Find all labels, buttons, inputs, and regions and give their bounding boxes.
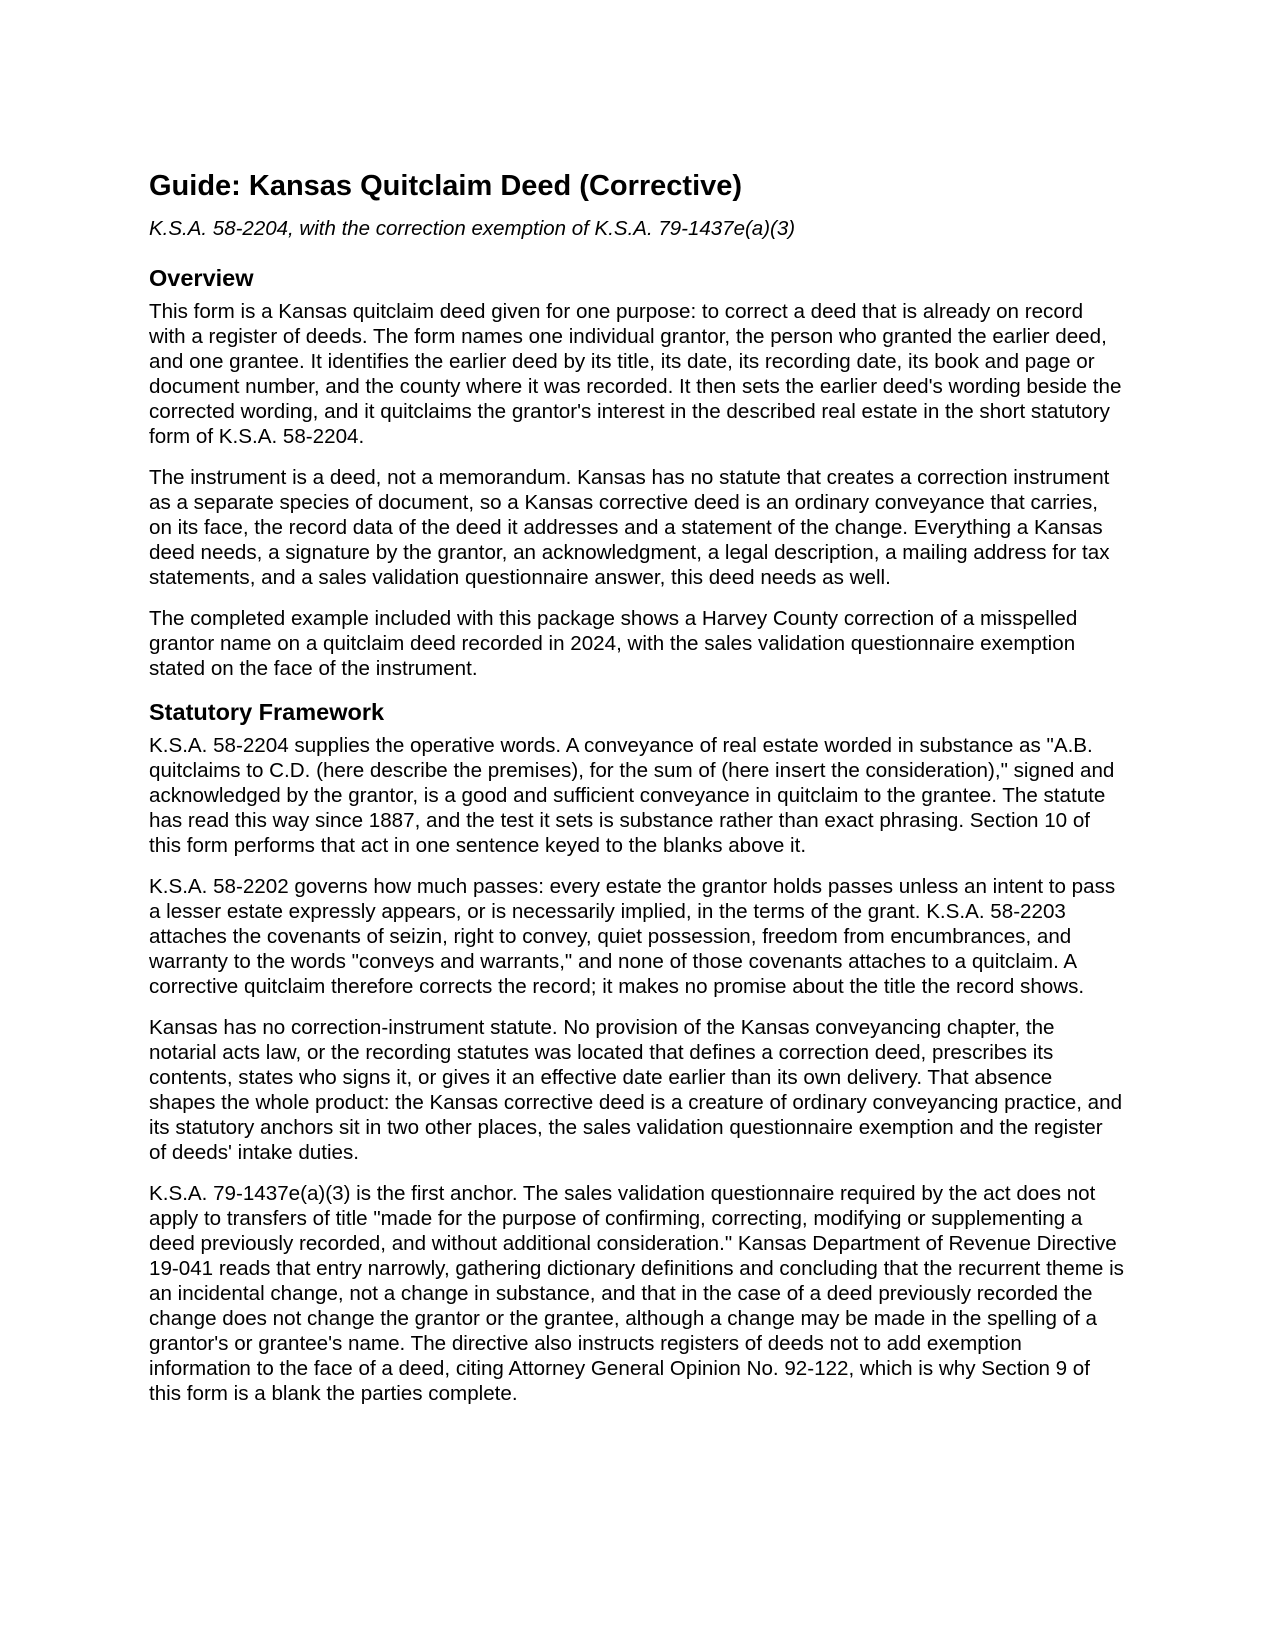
document-title: Guide: Kansas Quitclaim Deed (Corrective) xyxy=(149,170,743,202)
section-heading-statutory-framework: Statutory Framework xyxy=(149,699,385,725)
framework-paragraph-3: Kansas has no correction-instrument statute. No provision of the Kansas conveyancing chapter, the notarial acts law, or the recording statutes was located that defines a correction deed, prescribes its contents, states who signs it, or gives it an effective date earlier than its own delivery. That absence shapes the whole product: the Kansas corrective deed is a creature of ordinary conveyancing practice, and its statutory anchors sit in two other places, the sales validation questionnaire exemption and the register of deeds' intake duties. xyxy=(149,1016,1123,1164)
section-heading-overview: Overview xyxy=(149,265,254,291)
section-statutory-framework xyxy=(149,697,1124,1406)
document-page xyxy=(149,168,1124,1422)
framework-paragraph-4: K.S.A. 79-1437e(a)(3) is the first anchor. The sales validation questionnaire required by the act does not apply to transfers of title "made for the purpose of confirming, correcting, modifying or supplementing a deed previously recorded, and without additional consideration." Kansas Department of Revenue Directive 19-041 reads that entry narrowly, gathering dictionary definitions and concluding that the recurrent theme is an incidental change, not a change in substance, and that in the case of a deed previously recorded the change does not change the grantor or the grantee, although a change may be made in the spelling of a grantor's or grantee's name. The directive also instructs registers of deeds not to add exemption information to the face of a deed, citing Attorney General Opinion No. 92-122, which is why Section 9 of this form is a blank the parties complete. xyxy=(149,1182,1124,1405)
document-subtitle: K.S.A. 58-2204, with the correction exemption of K.S.A. 79-1437e(a)(3) xyxy=(149,217,796,240)
overview-paragraph-1: This form is a Kansas quitclaim deed given for one purpose: to correct a deed that is already on record with a register of deeds. The form names one individual grantor, the person who granted the earlier deed, and one grantee. It identifies the earlier deed by its title, its date, its recording date, its book and page or document number, and the county where it was recorded. It then sets the earlier deed's wording beside the corrected wording, and it quitclaims the grantor's interest in the described real estate in the short statutory form of K.S.A. 58-2204. xyxy=(149,300,1122,448)
overview-paragraph-2: The instrument is a deed, not a memorandum. Kansas has no statute that creates a correction instrument as a separate species of document, so a Kansas corrective deed is an ordinary conveyance that carries, on its face, the record data of the deed it addresses and a statement of the change. Everything a Kansas deed needs, a signature by the grantor, an acknowledgment, a legal description, a mailing address for tax statements, and a sales validation questionnaire answer, this deed needs as well. xyxy=(149,466,1110,589)
framework-paragraph-2: K.S.A. 58-2202 governs how much passes: every estate the grantor holds passes unless an intent to pass a lesser estate expressly appears, or is necessarily implied, in the terms of the grant. K.S.A. 58-2203 attaches the covenants of seizin, right to convey, quiet possession, freedom from encumbrances, and warranty to the words "conveys and warrants," and none of those covenants attaches to a quitclaim. A corrective quitclaim therefore corrects the record; it makes no promise about the title the record shows. xyxy=(149,875,1116,998)
framework-paragraph-1: K.S.A. 58-2204 supplies the operative words. A conveyance of real estate worded in substance as "A.B. quitclaims to C.D. (here describe the premises), for the sum of (here insert the consideration)," signed and acknowledged by the grantor, is a good and sufficient conveyance in quitclaim to the grantee. The statute has read this way since 1887, and the test it sets is substance rather than exact phrasing. Section 10 of this form performs that act in one sentence keyed to the blanks above it. xyxy=(149,734,1115,857)
overview-paragraph-3: The completed example included with this package shows a Harvey County correction of a misspelled grantor name on a quitclaim deed recorded in 2024, with the sales validation questionnaire exemption stated on the face of the instrument. xyxy=(149,607,1078,680)
section-overview xyxy=(149,263,1124,681)
